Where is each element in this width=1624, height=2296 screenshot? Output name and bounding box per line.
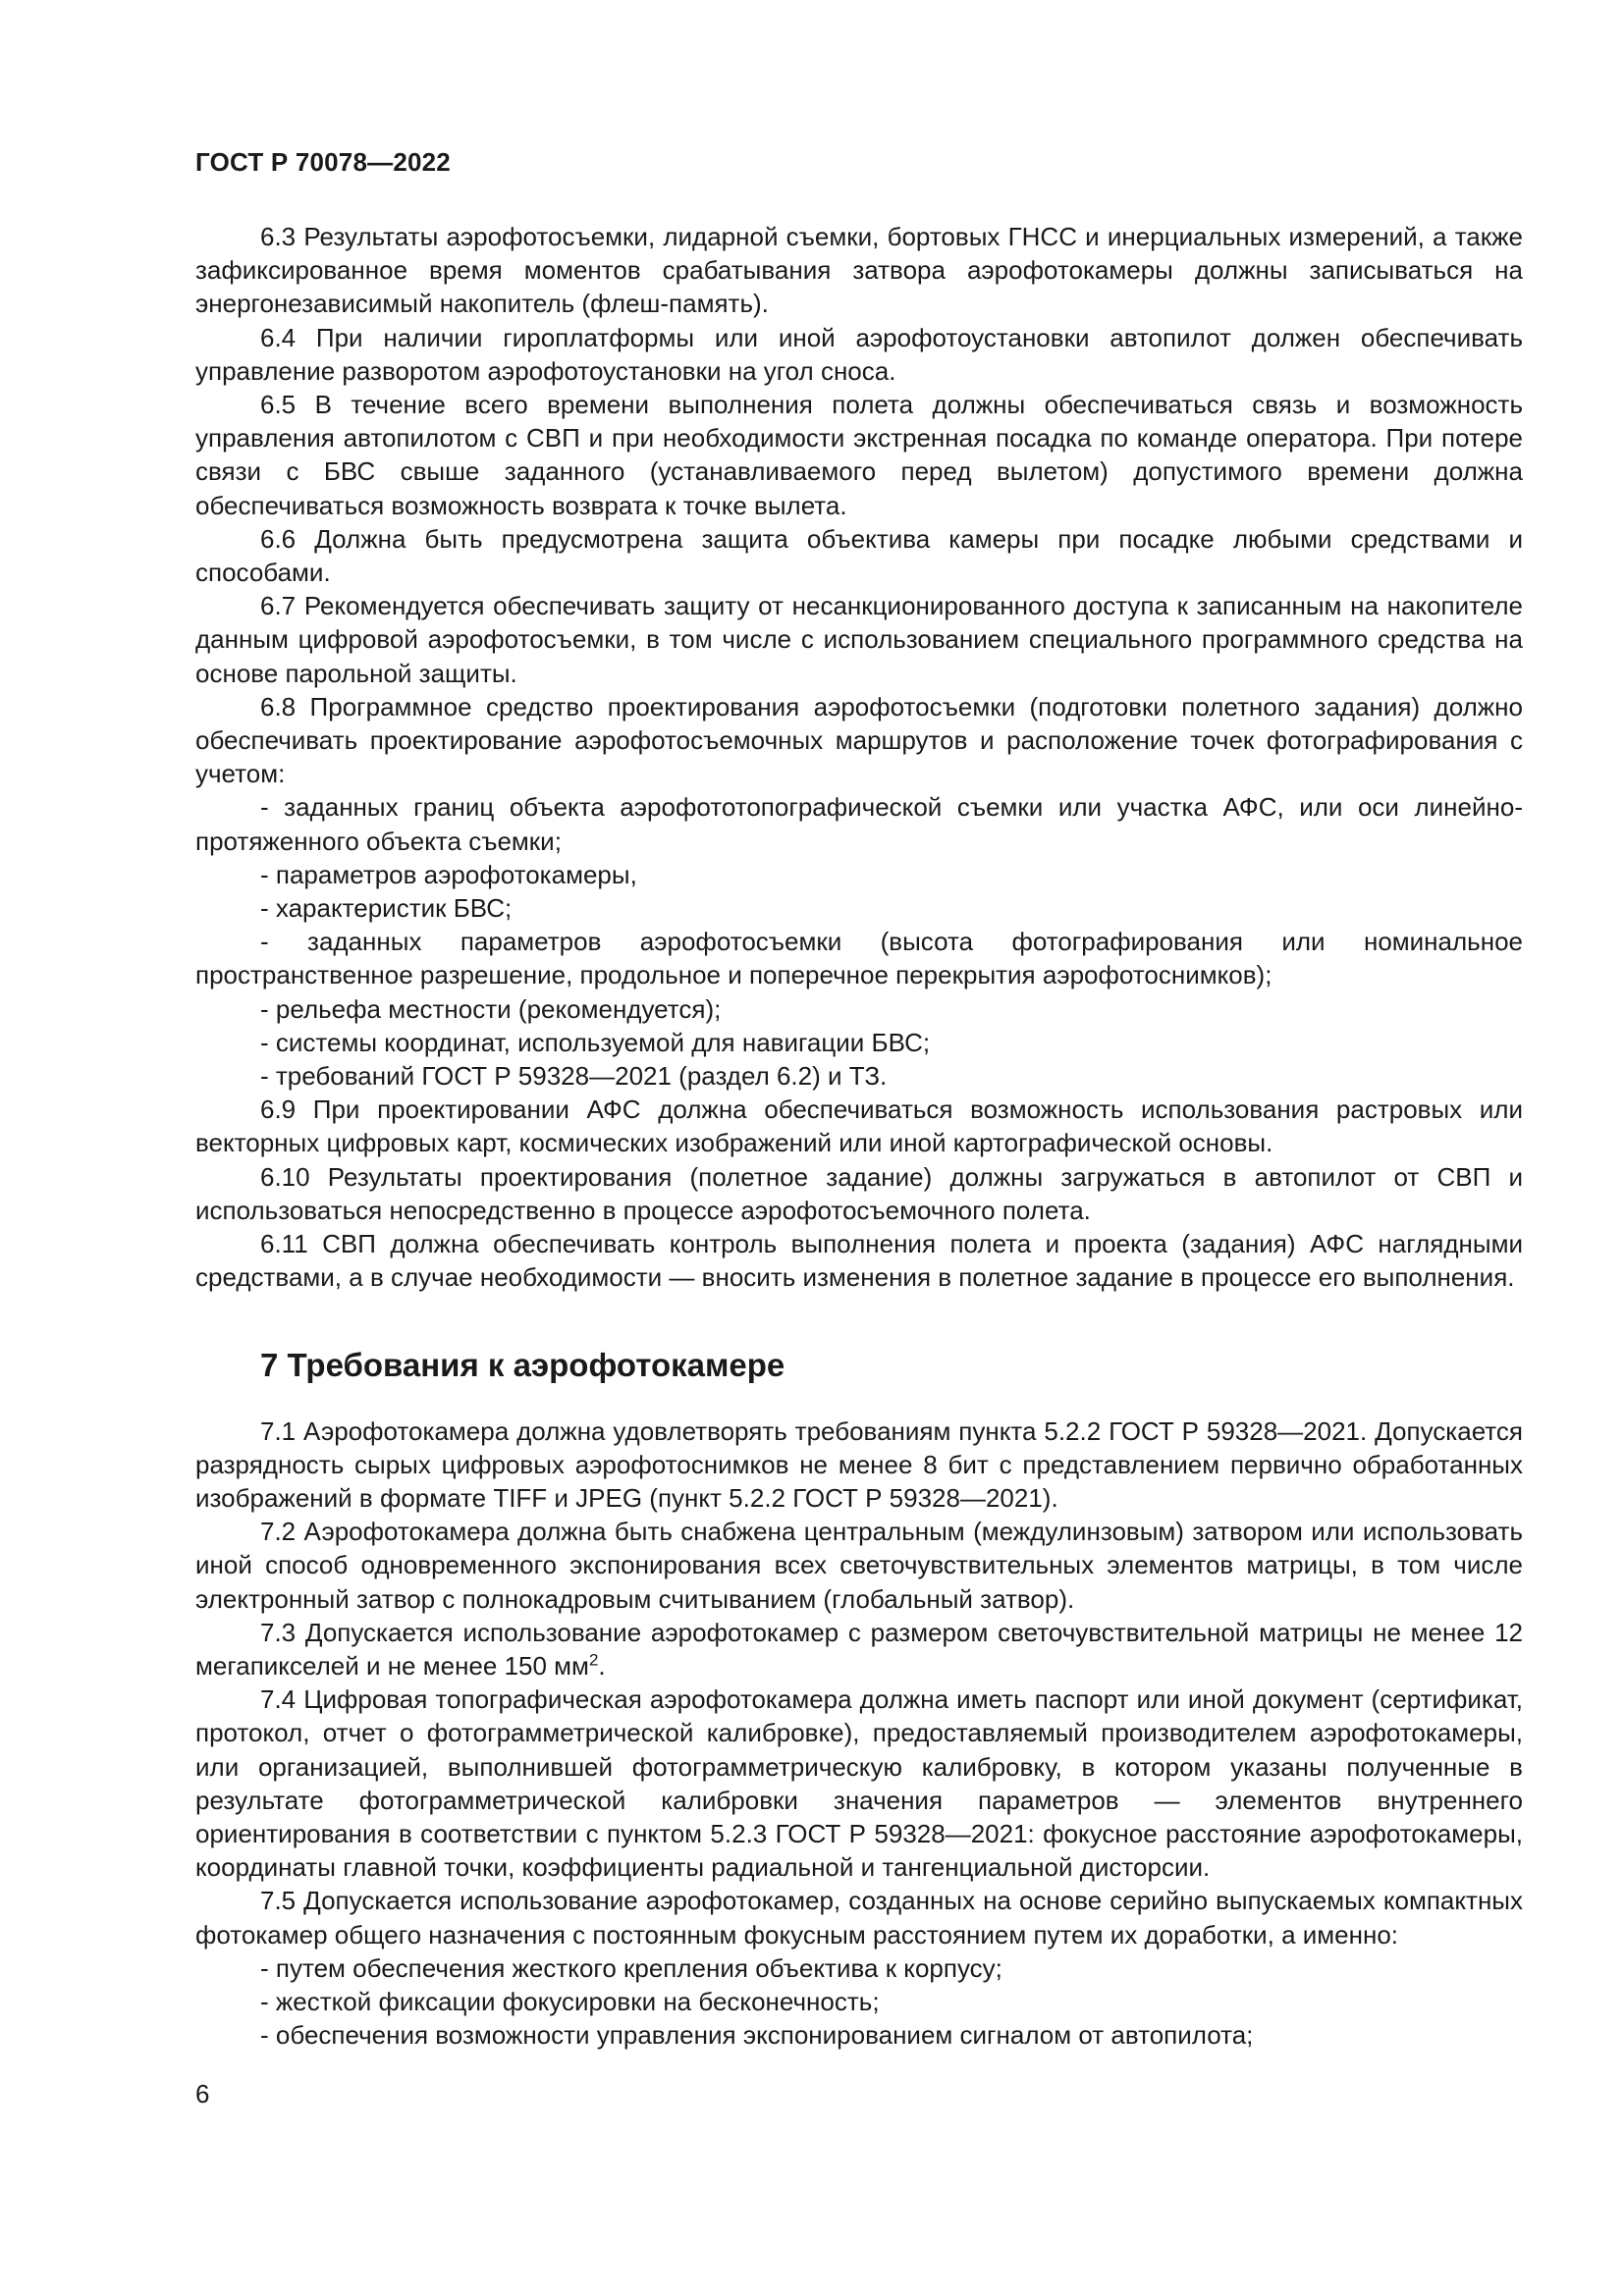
list-item-6-8-1: - заданных границ объекта аэрофототопографической съемки или участка АФС, или оси линейно-протяженного объекта съемки; <box>195 792 1523 856</box>
paragraph-6-4: 6.4 При наличии гироплатформы или иной аэрофотоустановки автопилот должен обеспечивать управление разворотом аэрофотоустановки на угол сноса. <box>195 322 1523 386</box>
paragraph-7-4: 7.4 Цифровая топографическая аэрофотокамера должна иметь паспорт или иной документ (сертификат, протокол, отчет о фотограмметрической калибровке), предоставляемый производителем аэрофотокамеры, или организацией, выполнившей фотограмметрическую калибровку, в котором указаны полученные в результате фотограмметрической калибровки значения параметров — элементов внутреннего ориентирования в соответствии с пунктом 5.2.3 ГОСТ Р 59328—2021: фокусное расстояние аэрофотокамеры, координаты главной точки, коэффициенты радиальной и тангенциальной дисторсии. <box>195 1684 1523 1883</box>
list-item-7-5-2: - жесткой фиксации фокусировки на бесконечность; <box>260 1986 880 2016</box>
paragraph-7-3 <box>195 1616 1523 1682</box>
paragraph-7-1: 7.1 Аэрофотокамера должна удовлетворять требованиям пункта 5.2.2 ГОСТ Р 59328—2021. Допускается разрядность сырых цифровых аэрофотоснимков не менее 8 бит с представлением первично обработанных изображений в формате TIFF и JPEG (пункт 5.2.2 ГОСТ Р 59328—2021). <box>195 1415 1523 1513</box>
paragraph-6-8: 6.8 Программное средство проектирования аэрофотосъемки (подготовки полетного задания) должно обеспечивать проектирование аэрофотосъемочных маршрутов и расположение точек фотографирования с учетом: <box>195 691 1523 789</box>
paragraph-6-6: 6.6 Должна быть предусмотрена защита объектива камеры при посадке любыми средствами и способами. <box>195 523 1523 588</box>
superscript-2: 2 <box>588 1650 599 1670</box>
paragraph-6-7: 6.7 Рекомендуется обеспечивать защиту от несанкционированного доступа к записанным на накопителе данным цифровой аэрофотосъемки, в том числе с использованием специального программного средства на основе парольной защиты. <box>195 591 1523 688</box>
paragraph-7-5: 7.5 Допускается использование аэрофотокамер, созданных на основе серийно выпускаемых компактных фотокамер общего назначения с постоянным фокусным расстоянием путем их доработки, а именно: <box>195 1886 1523 1949</box>
paragraph-7-3-text: 7.3 Допускается использование аэрофотокамер с размером светочувствительной матрицы не менее 12 мегапикселей и не менее 150 мм <box>195 1617 1523 1681</box>
paragraph-7-2: 7.2 Аэрофотокамера должна быть снабжена центральным (междулинзовым) затвором или использовать иной способ одновременного экспонирования всех светочувствительных элементов матрицы, в том числе электронный затвор с полнокадровым считыванием (глобальный затвор). <box>195 1517 1523 1614</box>
list-item-6-8-7: - требований ГОСТ Р 59328—2021 (раздел 6.2) и ТЗ. <box>260 1061 888 1092</box>
section-7-heading: 7 Требования к аэрофотокамере <box>260 1346 785 1383</box>
list-item-6-8-6: - системы координат, используемой для навигации БВС; <box>260 1027 931 1057</box>
paragraph-6-10: 6.10 Результаты проектирования (полетное задание) должны загружаться в автопилот от СВП и использоваться непосредственно в процессе аэрофотосъемочного полета. <box>195 1161 1523 1225</box>
list-item-6-8-4: - заданных параметров аэрофотосъемки (высота фотографирования или номинальное пространственное разрешение, продольное и поперечное перекрытия аэрофотоснимков); <box>195 927 1523 990</box>
document-body <box>195 220 1523 2052</box>
list-item-7-5-3: - обеспечения возможности управления экспонированием сигналом от автопилота; <box>260 2020 1254 2051</box>
list-item-6-8-3: - характеристик БВС; <box>260 893 513 924</box>
list-item-7-5-1: - путем обеспечения жесткого крепления объектива к корпусу; <box>260 1952 1002 1983</box>
standard-header: ГОСТ Р 70078—2022 <box>195 147 451 177</box>
list-item-6-8-5: - рельефа местности (рекомендуется); <box>260 993 722 1024</box>
paragraph-6-5: 6.5 В течение всего времени выполнения полета должны обеспечиваться связь и возможность управления автопилотом с СВП и при необходимости экстренная посадка по команде оператора. При потере связи с БВС свыше заданного (устанавливаемого перед вылетом) допустимого времени должна обеспечиваться возможность возврата к точке вылета. <box>195 390 1523 520</box>
paragraph-6-11: 6.11 СВП должна обеспечивать контроль выполнения полета и проекта (задания) АФС наглядными средствами, а в случае необходимости — вносить изменения в полетное задание в процессе его выполнения. <box>195 1229 1523 1293</box>
paragraph-6-3: 6.3 Результаты аэрофотосъемки, лидарной съемки, бортовых ГНСС и инерциальных измерений, а также зафиксированное время моментов срабатывания затвора аэрофотокамеры должны записываться на энергонезависимый накопитель (флеш-память). <box>195 222 1523 319</box>
list-item-6-8-2: - параметров аэрофотокамеры, <box>260 859 637 889</box>
paragraph-6-9: 6.9 При проектировании АФС должна обеспечиваться возможность использования растровых или векторных цифровых карт, космических изображений или иной картографической основы. <box>195 1095 1523 1158</box>
page-number: 6 <box>195 2079 210 2109</box>
paragraph-7-3-end: . <box>598 1650 606 1681</box>
